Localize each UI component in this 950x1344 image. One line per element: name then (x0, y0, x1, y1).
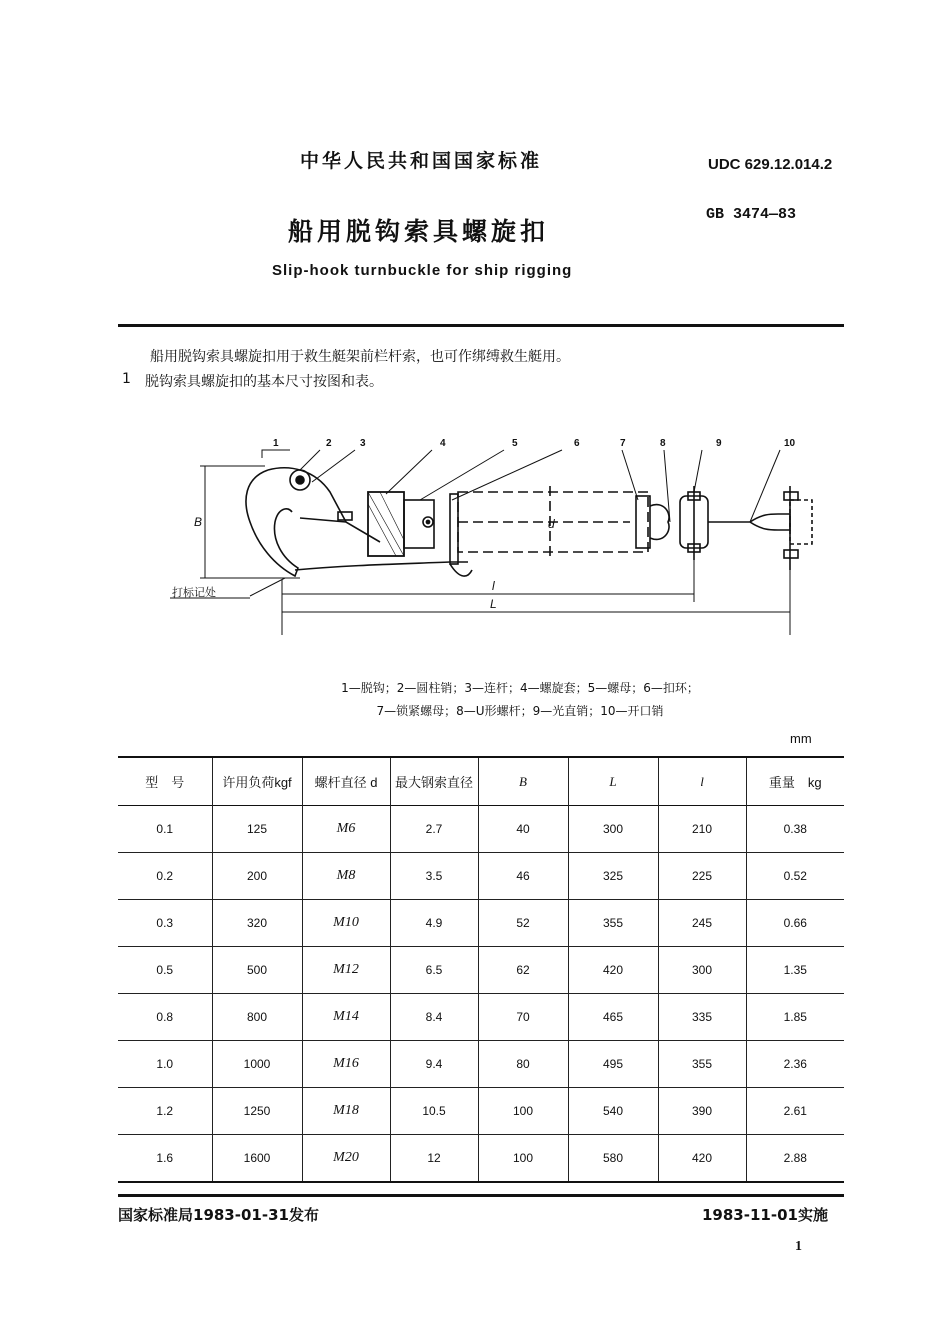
cell-weight: 2.61 (746, 1088, 844, 1135)
cell-b: 100 (478, 1135, 568, 1183)
cell-load: 1600 (212, 1135, 302, 1183)
cell-screw: M20 (302, 1135, 390, 1183)
cell-screw: M14 (302, 994, 390, 1041)
cell-big-l: 465 (568, 994, 658, 1041)
publisher-heading: 中华人民共和国国家标准 (300, 150, 543, 172)
cell-model: 0.8 (156, 1010, 174, 1024)
clevis-rod (708, 514, 790, 530)
cell-rope: 8.4 (390, 994, 478, 1041)
issue-date: 国家标准局1983-01-31发布 (118, 1206, 319, 1224)
cell-screw: M18 (302, 1088, 390, 1135)
cell-b: 80 (478, 1041, 568, 1088)
header-weight: 重量 kg (746, 757, 844, 806)
callout-1: 1 (273, 438, 279, 449)
udc-code: UDC 629.12.014.2 (708, 156, 833, 173)
cell-screw: M12 (302, 947, 390, 994)
cell-model: 0.3 (156, 916, 174, 930)
cell-load: 1000 (212, 1041, 302, 1088)
dimension-big-l: L (490, 597, 497, 611)
effective-date: 1983-11-01实施 (702, 1206, 828, 1224)
cell-l: 355 (658, 1041, 746, 1088)
cell-l: 300 (658, 947, 746, 994)
callout-9: 9 (716, 438, 722, 449)
cell-load: 1250 (212, 1088, 302, 1135)
cell-big-l: 540 (568, 1088, 658, 1135)
cell-load: 320 (212, 900, 302, 947)
clause-number: 1 (122, 371, 131, 387)
table-row (118, 900, 844, 947)
header-rule (118, 324, 844, 327)
cell-l: 335 (658, 994, 746, 1041)
cell-big-l: 580 (568, 1135, 658, 1183)
cell-big-l: 300 (568, 806, 658, 853)
cell-model: 1.6 (156, 1151, 174, 1165)
table-row (118, 1041, 844, 1088)
callout-10: 10 (784, 438, 796, 449)
cell-weight: 0.52 (746, 853, 844, 900)
cell-big-l: 495 (568, 1041, 658, 1088)
nut (404, 500, 434, 548)
cell-weight: 2.36 (746, 1041, 844, 1088)
turnbuckle-drawing (150, 430, 840, 645)
dimension-table (118, 756, 844, 1183)
header-model: 型 号 (145, 775, 185, 790)
mark-location-label: 打标记处 (172, 587, 216, 599)
cell-load: 200 (212, 853, 302, 900)
footer-rule (118, 1194, 844, 1197)
split-pin-top (784, 492, 798, 500)
cell-rope: 9.4 (390, 1041, 478, 1088)
header-allowable-load: 许用负荷kgf (212, 757, 302, 806)
callout-6: 6 (574, 438, 580, 449)
cell-screw: M8 (302, 853, 390, 900)
cell-b: 52 (478, 900, 568, 947)
cell-b: 40 (478, 806, 568, 853)
cell-screw: M16 (302, 1041, 390, 1088)
cell-screw: M6 (302, 806, 390, 853)
table-row (118, 806, 844, 853)
u-bolt (650, 505, 669, 540)
table-row (118, 853, 844, 900)
cell-model: 1.0 (156, 1057, 174, 1071)
standard-number: GB 3474—83 (706, 206, 797, 223)
cell-b: 62 (478, 947, 568, 994)
cell-b: 100 (478, 1088, 568, 1135)
cell-weight: 0.38 (746, 806, 844, 853)
table-unit: mm (790, 731, 812, 746)
callout-8: 8 (660, 438, 666, 449)
table-row (118, 947, 844, 994)
table-header-row (118, 757, 844, 806)
dimension-d: d (548, 517, 555, 531)
cell-rope: 10.5 (390, 1088, 478, 1135)
cell-weight: 2.88 (746, 1135, 844, 1183)
header-b: B (478, 757, 568, 806)
cell-big-l: 325 (568, 853, 658, 900)
callout-7: 7 (620, 438, 626, 449)
header-l: l (658, 757, 746, 806)
cell-l: 225 (658, 853, 746, 900)
header-screw-diameter: 螺杆直径 d (302, 757, 390, 806)
cell-load: 125 (212, 806, 302, 853)
figure-caption-line1: 1—脱钩；2—圆柱销；3—连杆；4—螺旋套；5—螺母；6—扣环； (341, 681, 699, 695)
cell-weight: 1.35 (746, 947, 844, 994)
cell-rope: 3.5 (390, 853, 478, 900)
callout-4: 4 (440, 438, 446, 449)
split-pin-bottom (784, 550, 798, 558)
cell-weight: 0.66 (746, 900, 844, 947)
callout-3: 3 (360, 438, 366, 449)
cell-load: 800 (212, 994, 302, 1041)
cell-model: 0.1 (156, 822, 174, 836)
page-number: 1 (795, 1239, 802, 1254)
cell-model: 0.5 (156, 963, 174, 977)
cell-l: 210 (658, 806, 746, 853)
cell-load: 500 (212, 947, 302, 994)
callout-5: 5 (512, 438, 518, 449)
dimension-b: B (194, 515, 203, 529)
dimension-l: l (492, 579, 495, 593)
callout-2: 2 (326, 438, 332, 449)
cell-rope: 6.5 (390, 947, 478, 994)
cell-b: 46 (478, 853, 568, 900)
cell-rope: 12 (390, 1135, 478, 1183)
cell-b: 70 (478, 994, 568, 1041)
cell-l: 420 (658, 1135, 746, 1183)
header-max-rope-diameter: 最大钢索直径 (390, 757, 478, 806)
cell-model: 1.2 (156, 1104, 174, 1118)
cell-rope: 2.7 (390, 806, 478, 853)
cell-l: 390 (658, 1088, 746, 1135)
slip-hook-shape (246, 470, 298, 576)
clause-text: 脱钩索具螺旋扣的基本尺寸按图和表。 (145, 374, 383, 390)
cell-l: 245 (658, 900, 746, 947)
cell-model: 0.2 (156, 869, 174, 883)
table-row (118, 994, 844, 1041)
document-title-en: Slip-hook turnbuckle for ship rigging (272, 262, 573, 279)
header-big-l: L (568, 757, 658, 806)
cell-rope: 4.9 (390, 900, 478, 947)
figure-caption-line2: 7—锁紧螺母；8—U形螺杆；9—光直销；10—开口销 (376, 704, 664, 718)
table-row (118, 1135, 844, 1183)
intro-paragraph: 船用脱钩索具螺旋扣用于救生艇架前栏杆索，也可作绑缚救生艇用。 (150, 349, 570, 365)
shackle (450, 494, 458, 564)
table-row (118, 1088, 844, 1135)
cell-weight: 1.85 (746, 994, 844, 1041)
document-title-cn: 船用脱钩索具螺旋扣 (288, 217, 550, 246)
cell-screw: M10 (302, 900, 390, 947)
cell-big-l: 420 (568, 947, 658, 994)
cell-big-l: 355 (568, 900, 658, 947)
